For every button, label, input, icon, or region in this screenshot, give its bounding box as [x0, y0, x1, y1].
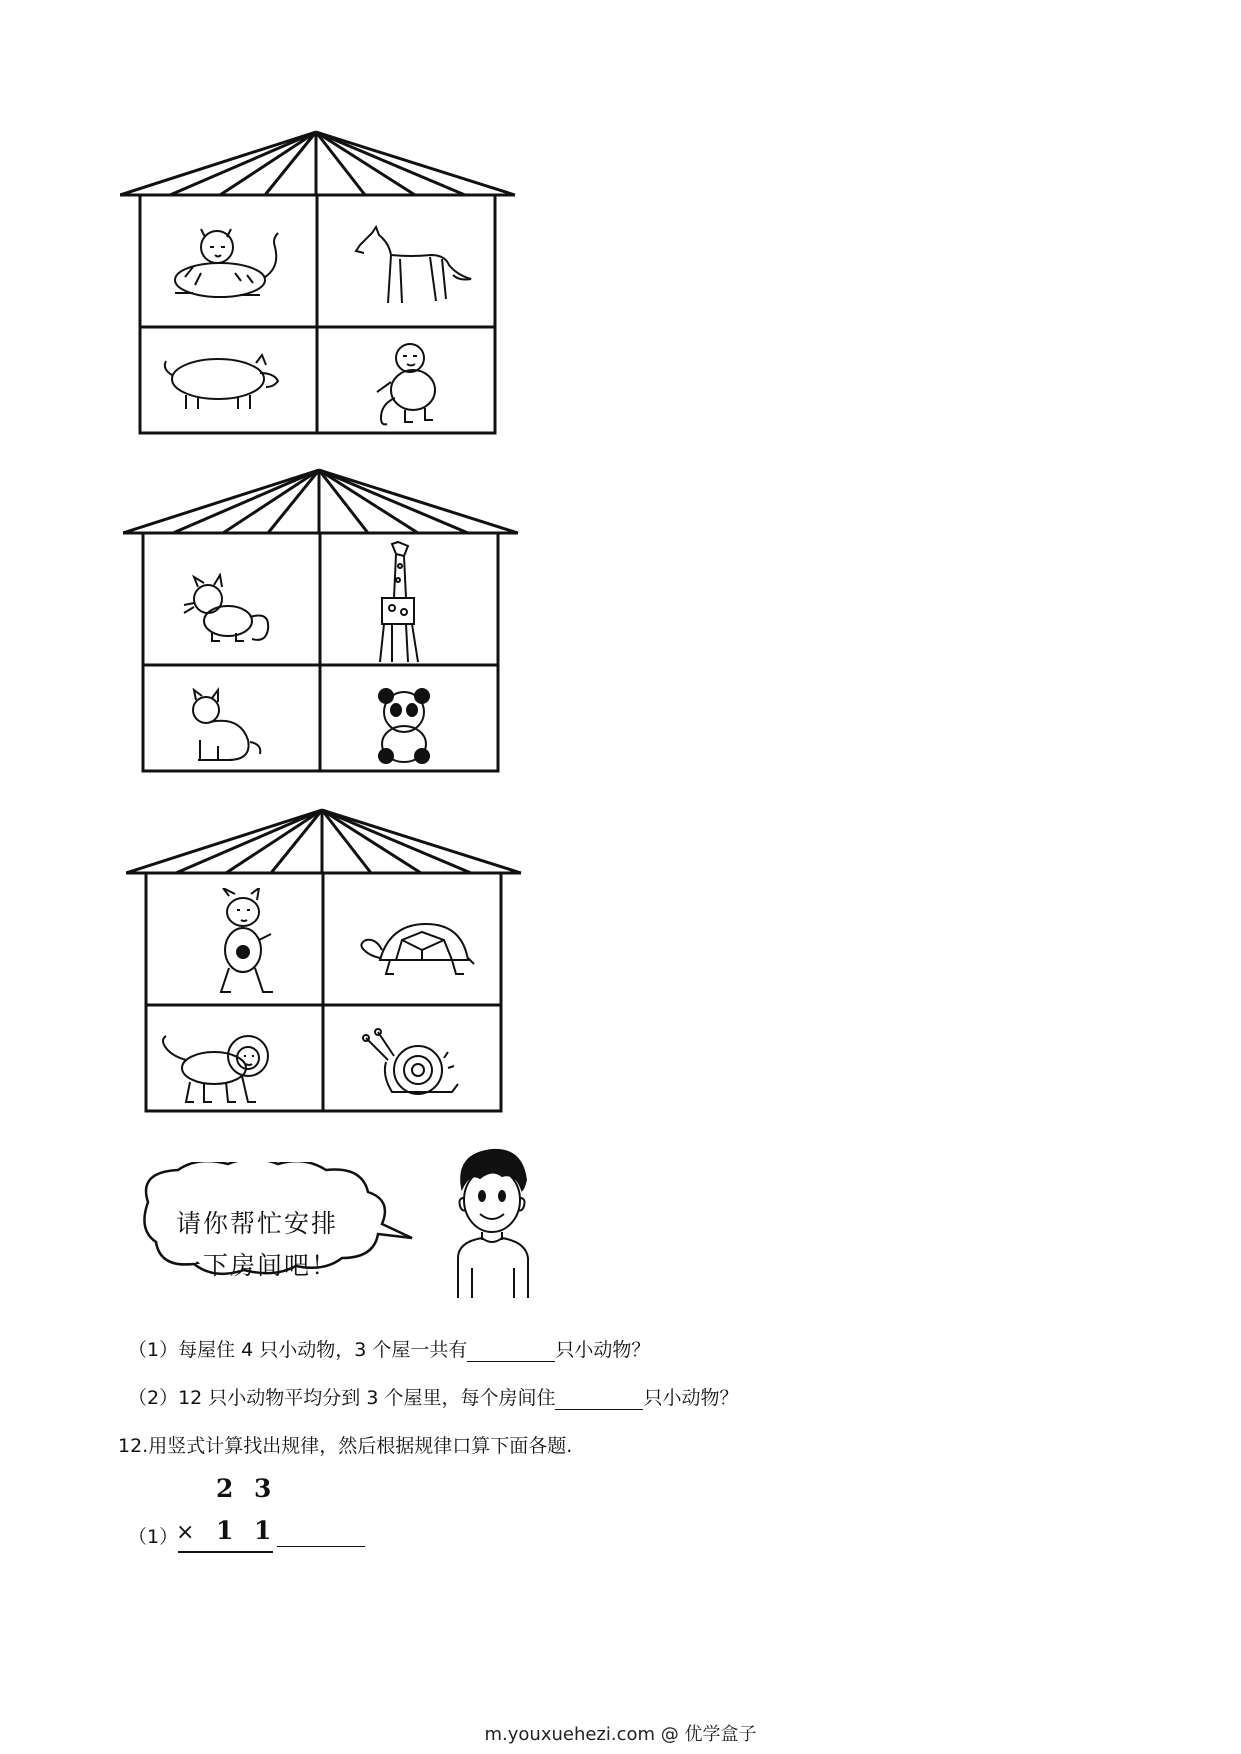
speech-bubble [118, 1162, 428, 1312]
house-1 [120, 130, 520, 440]
multiplicand-digit-2: 3 [254, 1474, 272, 1503]
pig-icon [160, 345, 285, 415]
multiplicand-digit-1: 2 [216, 1474, 234, 1503]
squirrel-icon [178, 573, 278, 648]
multiplier-digit-2: 1 [254, 1516, 272, 1545]
answer-blank-2[interactable] [555, 1389, 643, 1410]
multiplier-digit-1: 1 [216, 1516, 234, 1545]
turtle-icon [356, 920, 476, 985]
horse-icon [350, 225, 475, 315]
question-2-suffix: 只小动物？ [643, 1387, 739, 1409]
giraffe-icon [368, 540, 428, 665]
question-2 [128, 1383, 739, 1410]
monkey-icon [365, 338, 455, 428]
tiger-icon [165, 225, 285, 305]
problem-12-title: 12.用竖式计算找出规律，然后根据规律口算下面各题. [118, 1435, 573, 1457]
question-1-suffix: 只小动物？ [555, 1339, 651, 1361]
question-2-text: （2）12 只小动物平均分到 3 个屋里，每个房间住 [128, 1387, 556, 1409]
boy-icon [448, 1148, 538, 1298]
panda-icon [368, 686, 443, 766]
snail-icon [356, 1028, 466, 1108]
speech-line-1: 请你帮忙安排 [176, 1209, 339, 1238]
speech-line-2: 一下房间吧！ [176, 1251, 339, 1280]
multiplication-line [178, 1551, 273, 1553]
times-sign: × [176, 1520, 195, 1545]
cat-icon [178, 686, 268, 766]
kangaroo-icon [211, 888, 276, 998]
question-1 [128, 1335, 650, 1362]
answer-blank-1[interactable] [467, 1341, 555, 1362]
lion-icon [156, 1028, 276, 1108]
answer-blank-3[interactable] [277, 1526, 365, 1547]
house-2 [123, 468, 523, 778]
question-1-text: （1）每屋住 4 只小动物，3 个屋一共有 [128, 1339, 468, 1361]
item-1-label: （1） [128, 1526, 179, 1548]
footer-source: m.youxuehezi.com @ 优学盒子 [484, 1724, 757, 1745]
house-3 [126, 808, 526, 1118]
